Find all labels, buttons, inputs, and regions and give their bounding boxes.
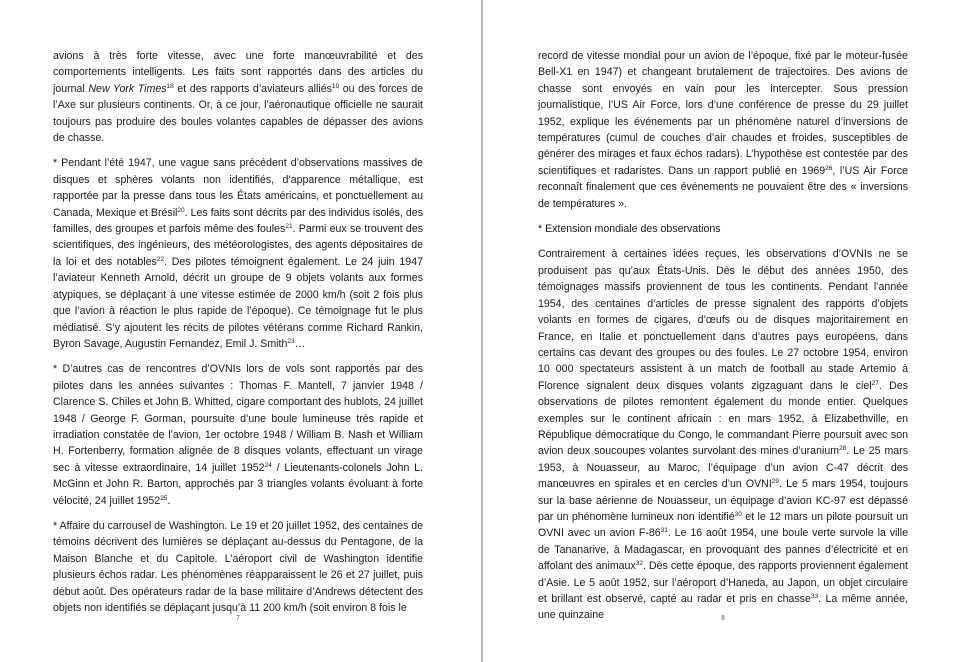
paragraph <box>538 48 908 212</box>
paragraph <box>53 361 423 509</box>
paragraph <box>53 518 423 616</box>
footnote-ref: 33 <box>810 593 819 600</box>
footnote-ref: 22 <box>156 255 165 263</box>
footnote-ref: 25 <box>160 494 168 502</box>
text-run: Contrairement à certaines idées reçues, les observations d’OVNIs ne se produisent pas qu’aux États-Unis. Dès le début des années 1950, des témoignages massifs proviennent de tous les continents. Pendant l’année 1954, des centaines d’articles de presse signalent des rapports d’objets volants en formes de cigares, d’œufs ou de disques majoritairement en France, en Italie et ponctuellement dans d’autres pays européens, dans certains cas devant des groupes ou des foules. Le 27 octobre 1954, environ 10 000 spectateurs assistent à un match de football au stade Artemio à Florence signalent deux disques volants zigzaguant dans le ciel <box>538 248 908 392</box>
text-run: * Affaire du carrousel de Washington. Le 19 et 20 juillet 1952, des centaines de témoins décrivent des lumières se déplaçant au-dessus du Pentagone, de la Maison Blanche et du Capitole. L’aéroport civil de Washington identifie plusieurs échos radar. Les phénomènes réapparaissent le 26 et 27 juillet, puis début août. Des opérateurs radar de la base militaire d’Andrews détectent des objets non identifiés se déplaçant jusqu’à 11 200 km/h (soit environ 8 fois le <box>53 519 423 614</box>
footnote-ref: 31 <box>660 527 668 535</box>
text-run: . Dès cette époque, des rapports proviennent également d’Asie. Le 5 août 1952, sur l’aéroport d’Haneda, au Japon, un objet circulaire et brillant est observé, capté au radar et pris en chasse <box>538 560 908 605</box>
text-run: avions à très forte vitesse, avec une forte manœuvrabilité et des comportements intelligents. Les faits sont rapportés dans des articles du journal <box>53 50 423 95</box>
text-run: record de vitesse mondial pour un avion de l’époque, fixé par le moteur-fusée Bell-X1 en 1947) et changeant brutalement de trajectoires. Des avions de chasse sont envoyés en vain pour les intercepter. Sous pression journalistique, l’US Air Force, lors d’une conférence de presse du 29 juillet 1952, explique les événements par un phénomène naturel d’inversions de températures (cumul de couches d’air chaudes et froides, susceptibles de générer des mirages et faux échos radars). L’hypothèse est contestée par des scientifiques et radaristes. Dans un rapport publié en 1969 <box>538 50 908 177</box>
text-run: * Pendant l’été 1947, une vague sans précédent d’observations massives de disques et sphères volants non identifiés, d’apparence métallique, est rapportée par la presse dans tous les États américains, et ponctuellement au Canada, Mexique et Brésil <box>53 157 423 219</box>
text-run: et le 12 mars un pilote poursuit un OVNI avec un avion F-86 <box>538 510 908 540</box>
page-number-left: 7 <box>236 614 240 622</box>
footnote-ref: 26 <box>825 164 833 172</box>
paragraph <box>538 221 908 237</box>
text-run: * D’autres cas de rencontres d’OVNIs lors de vols sont rapportés par des pilotes dans les années suivantes : Thomas F. Mantell, 7 janvier 1948 / Clarence S. Chiles et John B. Whitted, cigare comportant des hublots, 24 juillet 1948 / George F. Gorman, poursuite d’une boule lumineuse très rapide et irradiation constatée de l’avion, 1er octobre 1948 / William B. Nash et William H. Fortenberry, formation alignée de 8 disques volants, effectuant un virage sec à vitesse extraordinaire, 14 juillet 1952 <box>53 363 423 474</box>
text-run: , l’US Air Force reconnaît finalement que ces événements ne pouvaient être des « inversions de températures ». <box>538 164 908 210</box>
footnote-ref: 19 <box>331 82 340 90</box>
page-left <box>53 48 423 625</box>
text-run: ou des forces de l’Axe sur plusieurs continents. Or, à ce jour, l’aéronautique officielle ne saurait toujours pas produire des boules volantes capables de dépasser des avions de chasse. <box>53 82 423 145</box>
footnote-ref: 18 <box>166 82 174 90</box>
footnote-ref: 29 <box>771 478 780 486</box>
text-run: . <box>167 494 171 507</box>
footnote-ref: 20 <box>177 206 185 214</box>
text-run: . Le 25 mars 1953, à Nouasseur, au Maroc, l’équipage d’un avion C-47 décrit des manœuvres en spirales et en cercles d’un OVNI <box>538 445 908 491</box>
text-run: * Extension mondiale des observations <box>538 223 721 236</box>
text-run: et des rapports d’aviateurs alliés <box>173 82 332 95</box>
text-run: . Des pilotes témoignent également. Le 24 juin 1947 l’aviateur Kenneth Arnold, décrit un groupe de 9 objets volants aux formes atypiques, se déplaçant à une vitesse estimée de 2000 km/h (soit 2 fois plus que l’avion à réaction le plus rapide de l’époque). Ce témoignage fut le plus médiatisé. S’y ajoutent les récits de pilotes vétérans comme Richard Rankin, Byron Savage, Augustin Fernandez, Emil J. Smith <box>53 255 423 350</box>
paragraph <box>538 246 908 623</box>
page-divider <box>481 0 483 662</box>
italic-text: New York Times <box>88 82 167 95</box>
page-right <box>538 48 908 633</box>
text-run: . Parmi eux se trouvent des scientifiques, des ingénieurs, des météorologistes, des agents dépositaires de la loi et des notables <box>53 223 424 268</box>
page-number-right: 8 <box>721 614 725 622</box>
footnote-ref: 30 <box>734 510 742 518</box>
paragraph <box>53 48 423 146</box>
text-run: . Le 5 mars 1954, toujours sur la base aérienne de Nouasseur, un équipage d’avion KC-97 est dépassé par un phénomène lumineux non identifié <box>538 478 908 523</box>
footnote-ref: 32 <box>635 560 643 568</box>
footnote-ref: 28 <box>839 445 847 453</box>
footnote-ref: 21 <box>285 223 293 231</box>
footnote-ref: 27 <box>871 379 879 387</box>
paragraph <box>53 155 423 352</box>
text-run: … <box>294 337 306 350</box>
text-run: . Des observations de pilotes remontent également du monde entier. Quelques exemples sur le continent africain : en mars 1952, à Elizabethville, en République démocratique du Congo, le commandant Pierre poursuit avec son avion deux soucoupes volantes survolant des mines d’uranium <box>538 379 909 458</box>
footnote-ref: 23 <box>287 337 295 345</box>
text-run: . Les faits sont décrits par des individus isolés, des familles, des groupes et parfois même des foules <box>53 206 423 236</box>
text-run: / Lieutenants-colonels John L. McGinn et John R. Barton, approchés par 3 triangles volants évoluant à forte vélocité, 24 juillet 1952 <box>53 461 424 507</box>
text-run: . Le 16 août 1954, une boule verte survole la ville de Tananarive, à Madagascar, en provoquant des pannes d’électricité et en affolant des animaux <box>538 527 908 573</box>
footnote-ref: 24 <box>264 461 272 469</box>
text-run: . La même année, une quinzaine <box>538 593 908 622</box>
